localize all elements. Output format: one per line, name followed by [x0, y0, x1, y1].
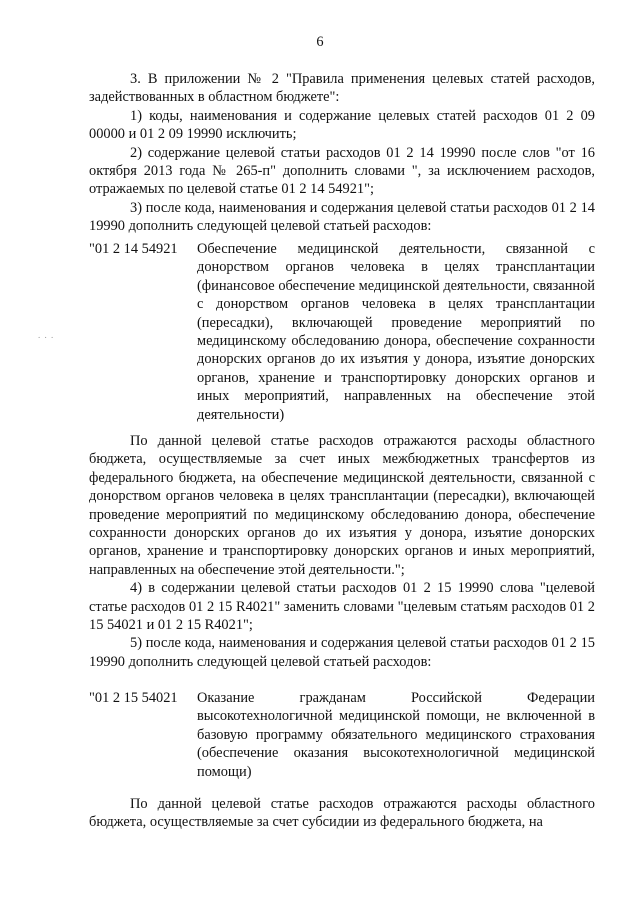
- paragraph-subitem-3: 3) после кода, наименования и содержания целевой статьи расходов 01 2 14 19990 дополнить следующей целевой статьей расходов:: [89, 199, 595, 235]
- budget-code: "01 2 15 54021: [89, 690, 178, 706]
- budget-code: "01 2 14 54921: [89, 241, 178, 257]
- budget-code-entry-1: [89, 240, 595, 424]
- intro-section: [89, 70, 595, 236]
- paragraph-item-3-heading: 3. В приложении № 2 "Правила применения целевых статей расходов, задействованных в областном бюджете":: [89, 71, 595, 106]
- paragraph-explanation-2: По данной целевой статье расходов отражаются расходы областного бюджета, осуществляемые за счет субсидии из федерального бюджета, на: [89, 796, 595, 831]
- paragraph-explanation-1: По данной целевой статье расходов отражаются расходы областного бюджета, осуществляемые за счет иных межбюджетных трансфертов из федерального бюджета, на обеспечение медицинской деятельности, связанной с донорством органов человека в целях трансплантации (пересадки), включающей проведение мероприятий по медицинскому обследованию донора, обеспечение сохранности донорских органов до их изъятия у донора, изъятие донорских органов, хранение и транспортировку донорских органов и иных мероприятий, направленных на обеспечение этой деятельности.";: [89, 433, 595, 578]
- budget-code-description: Оказание гражданам Российской Федерации высокотехнологичной медицинской помощи, не включенной в базовую программу обязательного медицинского страхования (обеспечение оказания высокотехнологичной медицинской помощи): [197, 690, 595, 780]
- margin-mark: . . .: [38, 330, 55, 340]
- budget-code-description: Обеспечение медицинской деятельности, связанной с донорством органов человека в целях трансплантации (финансовое обеспечение медицинской деятельности, связанной с донорством органов человека в целях трансплантации (пересадки), включающей проведение мероприятий по медицинскому обследованию донора, обеспечение сохранности донорских органов до их изъятия у донора, изъятие донорских органов, хранение и транспортировку донорских органов и иных мероприятий, направленных на обеспечение этой деятельности): [197, 241, 595, 423]
- middle-section: [89, 432, 595, 671]
- page-number: 6: [316, 34, 324, 50]
- paragraph-subitem-1: 1) коды, наименования и содержание целевых статей расходов 01 2 09 00000 и 01 2 09 19990 исключить;: [89, 107, 595, 143]
- paragraph-subitem-2: 2) содержание целевой статьи расходов 01 2 14 19990 после слов "от 16 октября 2013 года № 265-п" дополнить словами ", за исключением расходов, отражаемых по целевой статье 01 2 14 54921";: [89, 144, 595, 198]
- paragraph-subitem-5: 5) после кода, наименования и содержания целевой статьи расходов 01 2 15 19990 дополнить следующей целевой статьей расходов:: [89, 635, 595, 670]
- paragraph-subitem-4: 4) в содержании целевой статьи расходов 01 2 15 19990 слова "целевой статье расходов 01 2 15 R4021" заменить словами "целевым статьям расходов 01 2 15 54021 и 01 2 15 R4021";: [89, 580, 595, 634]
- bottom-section: [89, 795, 595, 832]
- budget-code-entry-2: [89, 689, 595, 781]
